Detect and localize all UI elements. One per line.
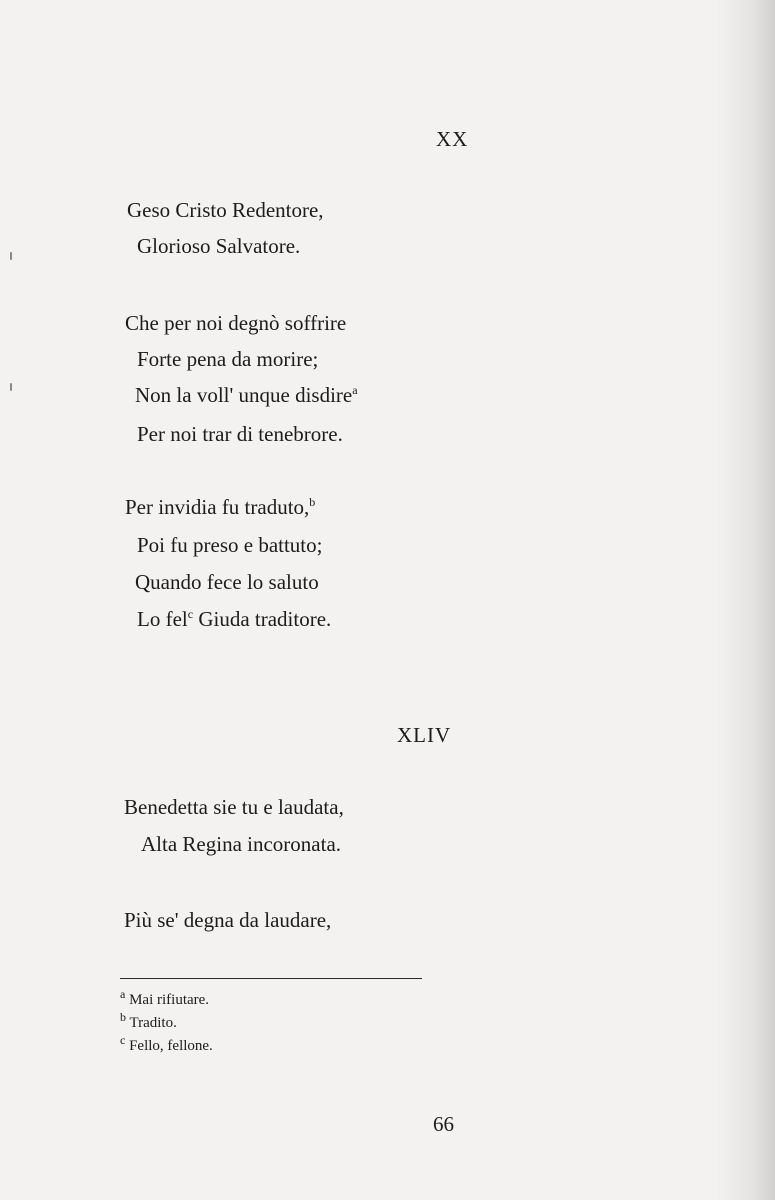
verse-text: Lo fel	[137, 607, 188, 631]
footnote-rule	[120, 978, 422, 979]
verse-line: Glorioso Salvatore.	[137, 234, 301, 258]
footnote-mark: c	[120, 1033, 126, 1047]
verse-line: Più se' degna da laudare,	[124, 908, 332, 932]
page-edge-shadow	[715, 0, 775, 1200]
poem-title-xliv: XLIV	[397, 723, 452, 747]
footnote-mark: b	[120, 1010, 126, 1024]
verse-line	[137, 609, 331, 630]
page-number: 66	[433, 1112, 454, 1136]
verse-line: Alta Regina incoronata.	[141, 832, 342, 856]
verse-line: Quando fece lo saluto	[135, 570, 319, 594]
footnote-marker: a	[352, 383, 358, 397]
verse-line	[125, 497, 315, 518]
verse-line	[135, 385, 358, 406]
footnote	[120, 1010, 177, 1032]
footnote-marker: b	[309, 495, 316, 509]
verse-line: Benedetta sie tu e laudata,	[124, 795, 344, 819]
poem-title-xx: XX	[436, 127, 469, 151]
footnote-mark: a	[120, 987, 126, 1001]
verse-line: Che per noi degnò soffrire	[125, 311, 347, 335]
footnote	[120, 987, 210, 1009]
verse-line: Per noi trar di tenebrore.	[137, 422, 343, 446]
verse-line: Poi fu preso e battuto;	[137, 533, 323, 557]
paper-mark	[10, 252, 12, 260]
footnote-text: Tradito.	[126, 1015, 177, 1031]
verse-line: Geso Cristo Redentore,	[127, 198, 324, 222]
verse-line: Forte pena da morire;	[137, 347, 319, 371]
footnote-text: Fello, fellone.	[125, 1038, 213, 1054]
footnote-text: Mai rifiutare.	[125, 992, 210, 1008]
verse-text: Giuda traditore.	[193, 607, 332, 631]
footnote-marker: c	[187, 607, 194, 621]
paper-mark	[10, 383, 12, 391]
footnote	[120, 1033, 213, 1055]
verse-text: Non la voll' unque disdire	[135, 383, 353, 407]
verse-text: Per invidia fu traduto,	[125, 495, 310, 519]
